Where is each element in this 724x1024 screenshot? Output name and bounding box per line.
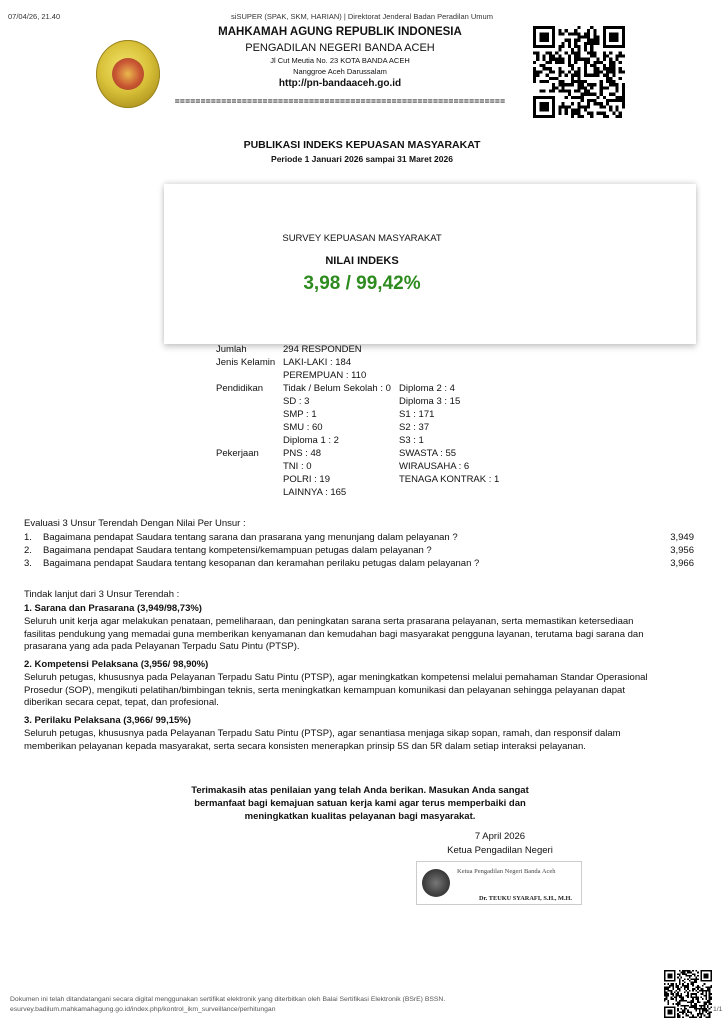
gender-label: Jenis Kelamin [216, 357, 276, 368]
job-item: PNS : 48 [283, 448, 322, 459]
publication-period: Periode 1 Januari 2026 sampai 31 Maret 2026 [271, 154, 453, 164]
survey-label: SURVEY KEPUASAN MASYARAKAT [282, 233, 442, 244]
job-item: LAINNYA : 165 [283, 487, 347, 498]
job-item: POLRI : 19 [283, 474, 330, 485]
evaluation-score: 3,949 [670, 532, 694, 543]
follow-up-line: Seluruh unit kerja agar melakukan penataan, pemeliharaan, dan peningkatan sarana serta prasarana pelayanan, serta memastikan ketersediaan [24, 616, 634, 627]
evaluation-score: 3,966 [670, 558, 694, 569]
education-item: SMU : 60 [283, 422, 323, 433]
job-item: WIRAUSAHA : 6 [399, 461, 470, 472]
closing-message [160, 784, 560, 823]
education-item: Diploma 2 : 4 [399, 383, 455, 394]
digital-signature-stamp [416, 861, 582, 905]
evaluation-score: 3,956 [670, 545, 694, 556]
index-value: 3,98 / 99,42% [303, 273, 421, 294]
evaluation-heading: Evaluasi 3 Unsur Terendah Dengan Nilai Per Unsur : [24, 518, 246, 529]
jumlah-label: Jumlah [216, 344, 247, 355]
gender-male: LAKI-LAKI : 184 [283, 357, 352, 368]
court-seal-logo [96, 40, 160, 108]
closing-line: Terimakasih atas penilaian yang telah Anda berikan. Masukan Anda sangat [191, 785, 529, 796]
follow-up-body [24, 728, 700, 753]
qr-code-icon [533, 26, 625, 118]
page-number: 1/1 [713, 1006, 723, 1013]
jumlah-value: 294 RESPONDEN [283, 344, 362, 355]
evaluation-number: 1. [24, 532, 32, 543]
print-timestamp: 07/04/26, 21.40 [8, 12, 61, 21]
footer-disclaimer: Dokumen ini telah ditandatangani secara digital menggunakan sertifikat elektronik yang diterbitkan oleh Balai Sertifikasi Elektronik (BSrE) BSSN. [10, 996, 446, 1003]
follow-up-body [24, 672, 700, 710]
court-website: http://pn-bandaaceh.go.id [278, 78, 402, 89]
court-region: Nanggroe Aceh Darussalam [293, 67, 387, 76]
job-item: SWASTA : 55 [399, 448, 457, 459]
follow-up-body [24, 616, 700, 654]
court-address: Jl Cut Meutia No. 23 KOTA BANDA ACEH [270, 56, 410, 65]
follow-up-heading: Tindak lanjut dari 3 Unsur Terendah : [24, 589, 180, 600]
job-item: TNI : 0 [283, 461, 312, 472]
header-divider: ================================================================ [174, 96, 506, 106]
follow-up-line: prasarana yang ada pada Pelayanan Terpadu Satu Pintu (PTSP). [24, 641, 300, 652]
closing-line: bermanfaat bagi kemajuan satuan kerja kami agar terus memperbaiki dan [194, 798, 526, 809]
education-item: Diploma 3 : 15 [399, 396, 461, 407]
education-item: Diploma 1 : 2 [283, 435, 339, 446]
evaluation-question: Bagaimana pendapat Saudara tentang kompetensi/kemampuan petugas dalam pelayanan ? [43, 545, 432, 556]
closing-line: meningkatkan kualitas pelayanan bagi masyarakat. [244, 811, 476, 822]
education-item: S3 : 1 [399, 435, 424, 446]
stamp-organization: Ketua Pengadilan Negeri Banda Aceh [457, 868, 556, 875]
institution-name: MAHKAMAH AGUNG REPUBLIK INDONESIA [218, 26, 462, 38]
job-item: TENAGA KONTRAK : 1 [399, 474, 500, 485]
follow-up-line: diberikan secara cepat, tepat, dan profesional. [24, 697, 219, 708]
follow-up-line: Seluruh petugas, khususnya pada Pelayanan Terpadu Satu Pintu (PTSP), agar meningkatkan kompetensi melalui pemahaman Standar Operasional [24, 672, 648, 683]
signature-date: 7 April 2026 [474, 831, 526, 842]
index-label: NILAI INDEKS [325, 255, 399, 267]
education-item: Tidak / Belum Sekolah : 0 [283, 383, 391, 394]
court-emblem-icon [422, 869, 450, 897]
footer-url: esurvey.badilum.mahkamahagung.go.id/index.php/kontrol_ikm_surveillance/perhitungan [10, 1006, 276, 1013]
publication-title: PUBLIKASI INDEKS KEPUASAN MASYARAKAT [243, 139, 481, 151]
follow-up-title: 2. Kompetensi Pelaksana (3,956/ 98,90%) [24, 659, 209, 670]
follow-up-line: fasilitas pendukung yang memadai guna memberikan kenyamanan dan kemudahan bagi masyarakat pengguna layanan, terutama bagi sarana dan [24, 628, 644, 640]
gender-female: PEREMPUAN : 110 [283, 370, 367, 381]
evaluation-number: 3. [24, 558, 32, 569]
follow-up-line: Seluruh petugas, khususnya pada Pelayanan Terpadu Satu Pintu (PTSP), agar senantiasa menjaga sikap sopan, ramah, dan responsif dalam [24, 728, 621, 739]
education-label: Pendidikan [216, 383, 264, 394]
education-item: S2 : 37 [399, 422, 430, 433]
follow-up-line: memberikan pelayanan kepada masyarakat, serta secara konsisten menerapkan prinsip 5S dan 5R dalam setiap interaksi pelayanan. [24, 740, 586, 752]
education-item: SD : 3 [283, 396, 310, 407]
evaluation-question: Bagaimana pendapat Saudara tentang sarana dan prasarana yang menunjang dalam pelayanan ? [43, 532, 458, 543]
stamp-name: Dr. TEUKU SYARAFI, S.H., M.H. [479, 895, 573, 902]
court-name: PENGADILAN NEGERI BANDA ACEH [245, 42, 435, 54]
education-item: S1 : 171 [399, 409, 435, 420]
evaluation-number: 2. [24, 545, 32, 556]
follow-up-line: Prosedur (SOP), mengikuti pelatihan/bimbingan teknis, serta meningkatkan kemampuan komunikasi dan pelayanan sehingga pelayanan dapat [24, 684, 625, 696]
follow-up-title: 1. Sarana dan Prasarana (3,949/98,73%) [24, 603, 202, 614]
education-item: SMP : 1 [283, 409, 317, 420]
follow-up-title: 3. Perilaku Pelaksana (3,966/ 99,15%) [24, 715, 191, 726]
print-page-title: siSUPER (SPAK, SKM, HARIAN) | Direktorat Jenderal Badan Peradilan Umum [231, 12, 493, 21]
qr-code-icon [664, 970, 712, 1018]
signature-role: Ketua Pengadilan Negeri [447, 845, 553, 856]
job-label: Pekerjaan [216, 448, 259, 459]
evaluation-question: Bagaimana pendapat Saudara tentang kesopanan dan keramahan perilaku petugas dalam pelayanan ? [43, 558, 480, 569]
